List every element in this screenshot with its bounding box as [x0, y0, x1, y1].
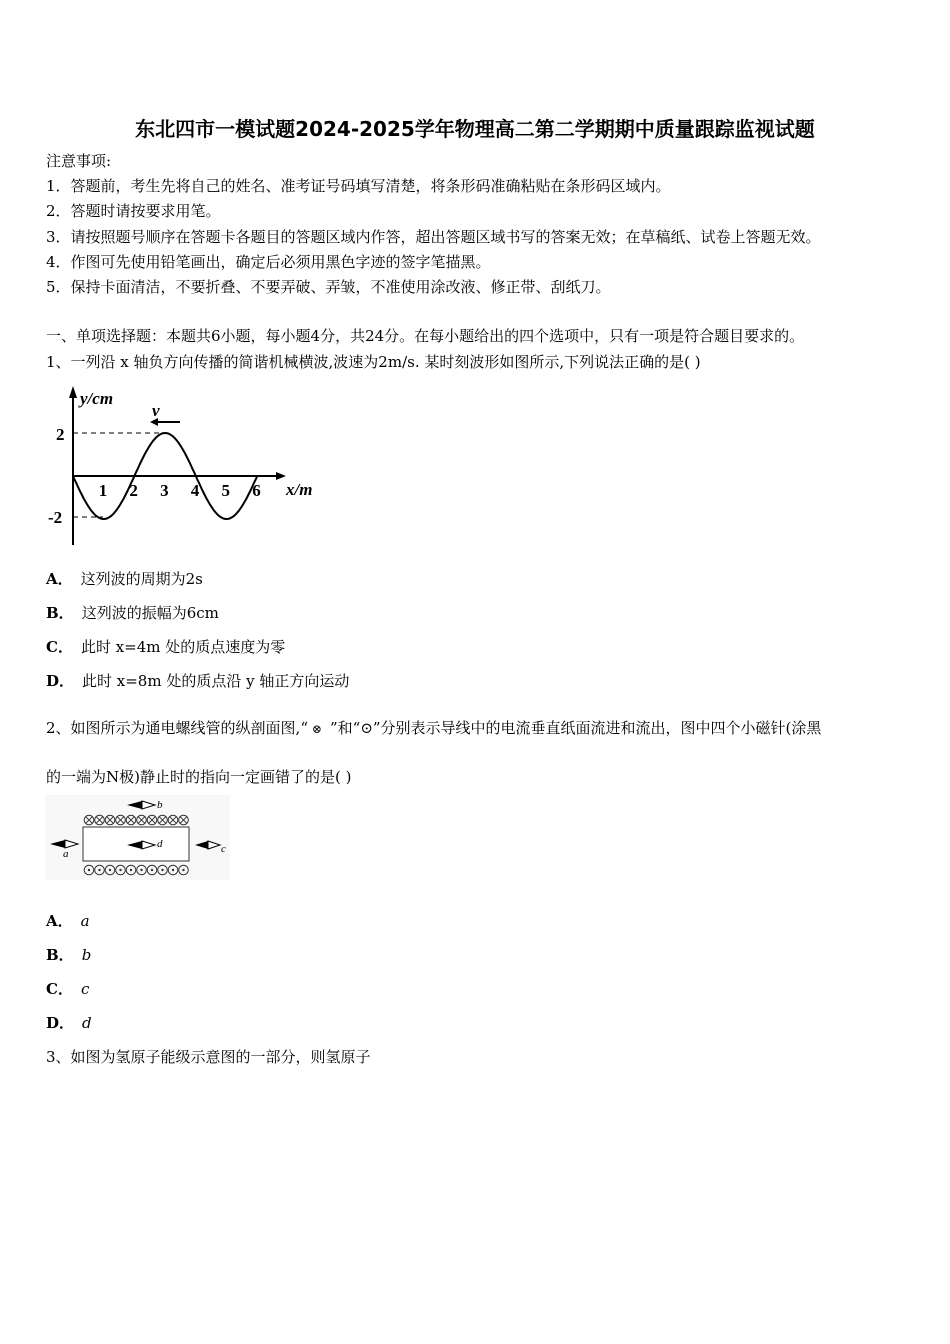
y-tick-neg2: -2	[48, 508, 63, 527]
option-text: 此时 x=4m 处的质点速度为零	[80, 638, 286, 656]
x-tick-4: 4	[190, 481, 200, 500]
q2-stem-part2: ”和“⊙”分别表示导线中的电流垂直纸面流进和流出，图中四个小磁针(涂黑	[329, 719, 822, 737]
option-text: a	[80, 912, 90, 930]
q2-option-d[interactable]	[46, 1013, 92, 1033]
solenoid-diagram	[45, 795, 230, 880]
label-d: d	[157, 838, 163, 850]
x-tick-1: 1	[98, 481, 108, 500]
option-text: c	[80, 980, 90, 998]
section-heading: 一、单项选择题：本题共6小题，每小题4分，共24分。在每小题给出的四个选项中，只有一项是符合题目要求的。	[46, 327, 805, 345]
cross-symbol: ⊗	[311, 722, 323, 736]
option-text: 此时 x=8m 处的质点沿 y 轴正方向运动	[82, 672, 350, 690]
note-2: 2．答题时请按要求用笔。	[46, 202, 221, 220]
option-text: 这列波的振幅为6cm	[81, 604, 219, 622]
q1-option-a[interactable]	[46, 569, 203, 589]
label-c: c	[221, 843, 226, 855]
q2-stem-part1: 2、如图所示为通电螺线管的纵剖面图,“	[46, 719, 308, 737]
note-5: 5．保持卡面清洁，不要折叠、不要弄破、弄皱，不准使用涂改液、修正带、刮纸刀。	[46, 278, 611, 296]
notes-heading: 注意事项:	[46, 152, 112, 170]
y-tick-2: 2	[56, 425, 65, 444]
q1-option-d[interactable]	[46, 671, 349, 691]
q1-option-b[interactable]	[46, 603, 219, 623]
velocity-label: v	[152, 401, 160, 420]
option-key: D．	[46, 672, 75, 690]
x-tick-2: 2	[129, 481, 138, 500]
x-tick-6: 6	[252, 481, 261, 500]
option-key: C．	[46, 638, 73, 656]
option-text: 这列波的周期为2s	[80, 570, 203, 588]
x-tick-3: 3	[160, 481, 169, 500]
x-axis-label: x/m	[286, 480, 313, 499]
wave-graph	[40, 380, 320, 550]
q2-option-b[interactable]	[46, 945, 91, 965]
option-key: A．	[46, 912, 73, 930]
q2-stem	[46, 718, 821, 738]
q1-option-c[interactable]	[46, 637, 285, 657]
option-key: C．	[46, 980, 73, 998]
label-a: a	[63, 848, 69, 860]
q1-stem: 1、一列沿 x 轴负方向传播的简谐机械横波,波速为2m/s. 某时刻波形如图所示,下列说法正确的是( )	[46, 353, 701, 371]
q3-stem: 3、如图为氢原子能级示意图的一部分，则氢原子	[46, 1048, 371, 1066]
y-axis-label: y/cm	[80, 389, 114, 408]
note-3: 3．请按照题号顺序在答题卡各题目的答题区域内作答，超出答题区域书写的答案无效；在草稿纸、试卷上答题无效。	[46, 228, 821, 246]
note-1: 1．答题前，考生先将自己的姓名、准考证号码填写清楚，将条形码准确粘贴在条形码区域内。	[46, 177, 671, 195]
q2-option-a[interactable]	[46, 911, 90, 931]
option-key: B．	[46, 604, 74, 622]
x-tick-5: 5	[221, 481, 230, 500]
option-key: B．	[46, 946, 74, 964]
q2-option-c[interactable]	[46, 979, 89, 999]
option-key: D．	[46, 1014, 75, 1032]
note-4: 4．作图可先使用铅笔画出，确定后必须用黑色字迹的签字笔描黑。	[46, 253, 491, 271]
label-b: b	[157, 799, 163, 811]
page-title: 东北四市一模试题2024-2025学年物理高二第二学期期中质量跟踪监视试题	[135, 117, 815, 141]
option-key: A．	[46, 570, 73, 588]
option-text: d	[82, 1014, 92, 1032]
option-text: b	[81, 946, 92, 964]
q2-stem-line2: 的一端为N极)静止时的指向一定画错了的是( )	[46, 768, 352, 786]
